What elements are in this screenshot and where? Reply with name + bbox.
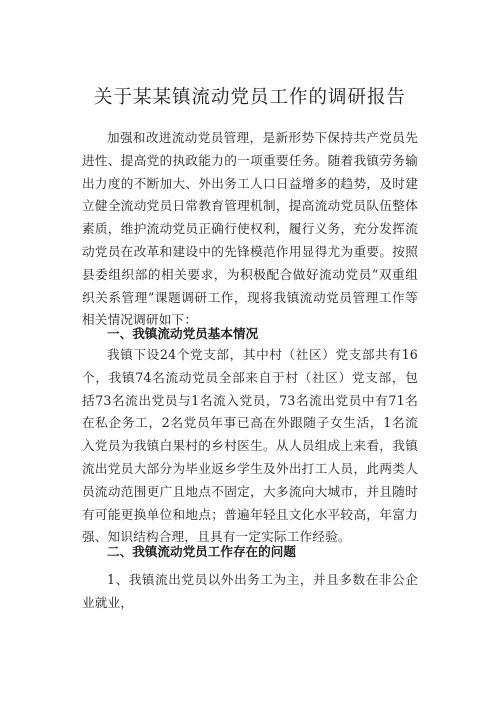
section-heading-basic-situation: 一、我镇流动党员基本情况 — [107, 326, 259, 341]
problems-paragraph: 1、我镇流出党员以外出务工为主，并且多数在非公企业就业， — [82, 572, 418, 610]
intro-paragraph: 加强和改进流动党员管理，是新形势下保持共产党员先进性、提高党的执政能力的一项重要任务。随着我镇劳务输出力度的不断加大、外出务工人口日益增多的趋势，及时建立健全流动党员日常教育管理机制，提高流动党员队伍整体素质，维护流动党员正确行使权利，履行义务，充分发挥流动党员在改革和建设中的先锋模范作用显得尤为重要。按照县委组织部的相关要求，为积极配合做好流动党员“双重组织关系管理”课题调研工作，现将我镇流动党员管理工作等相关情况调研如下： — [82, 130, 418, 328]
section-heading-problems: 二、我镇流动党员工作存在的问题 — [107, 544, 296, 559]
document-title: 关于某某镇流动党员工作的调研报告 — [93, 87, 406, 108]
basic-situation-paragraph: 我镇下设24个党支部，其中村（社区）党支部共有16个，我镇74名流动党员全部来自于村（社区）党支部，包括73名流出党员与1名流入党员，73名流出党员中有71名在私企务工，2名党员年事已高在外跟随子女生活，1名流入党员为我镇白果村的乡村医生。从人员组成上来看，我镇流出党员大部分为毕业返乡学生及外出打工人员，此两类人员流动范围更广且地点不固定，大多流向大城市，并且随时有可能更换单位和地点；普遍年轻且文化水平较高，年富力强、知识结构合理，且具有一定实际工作经验。 — [82, 347, 418, 545]
